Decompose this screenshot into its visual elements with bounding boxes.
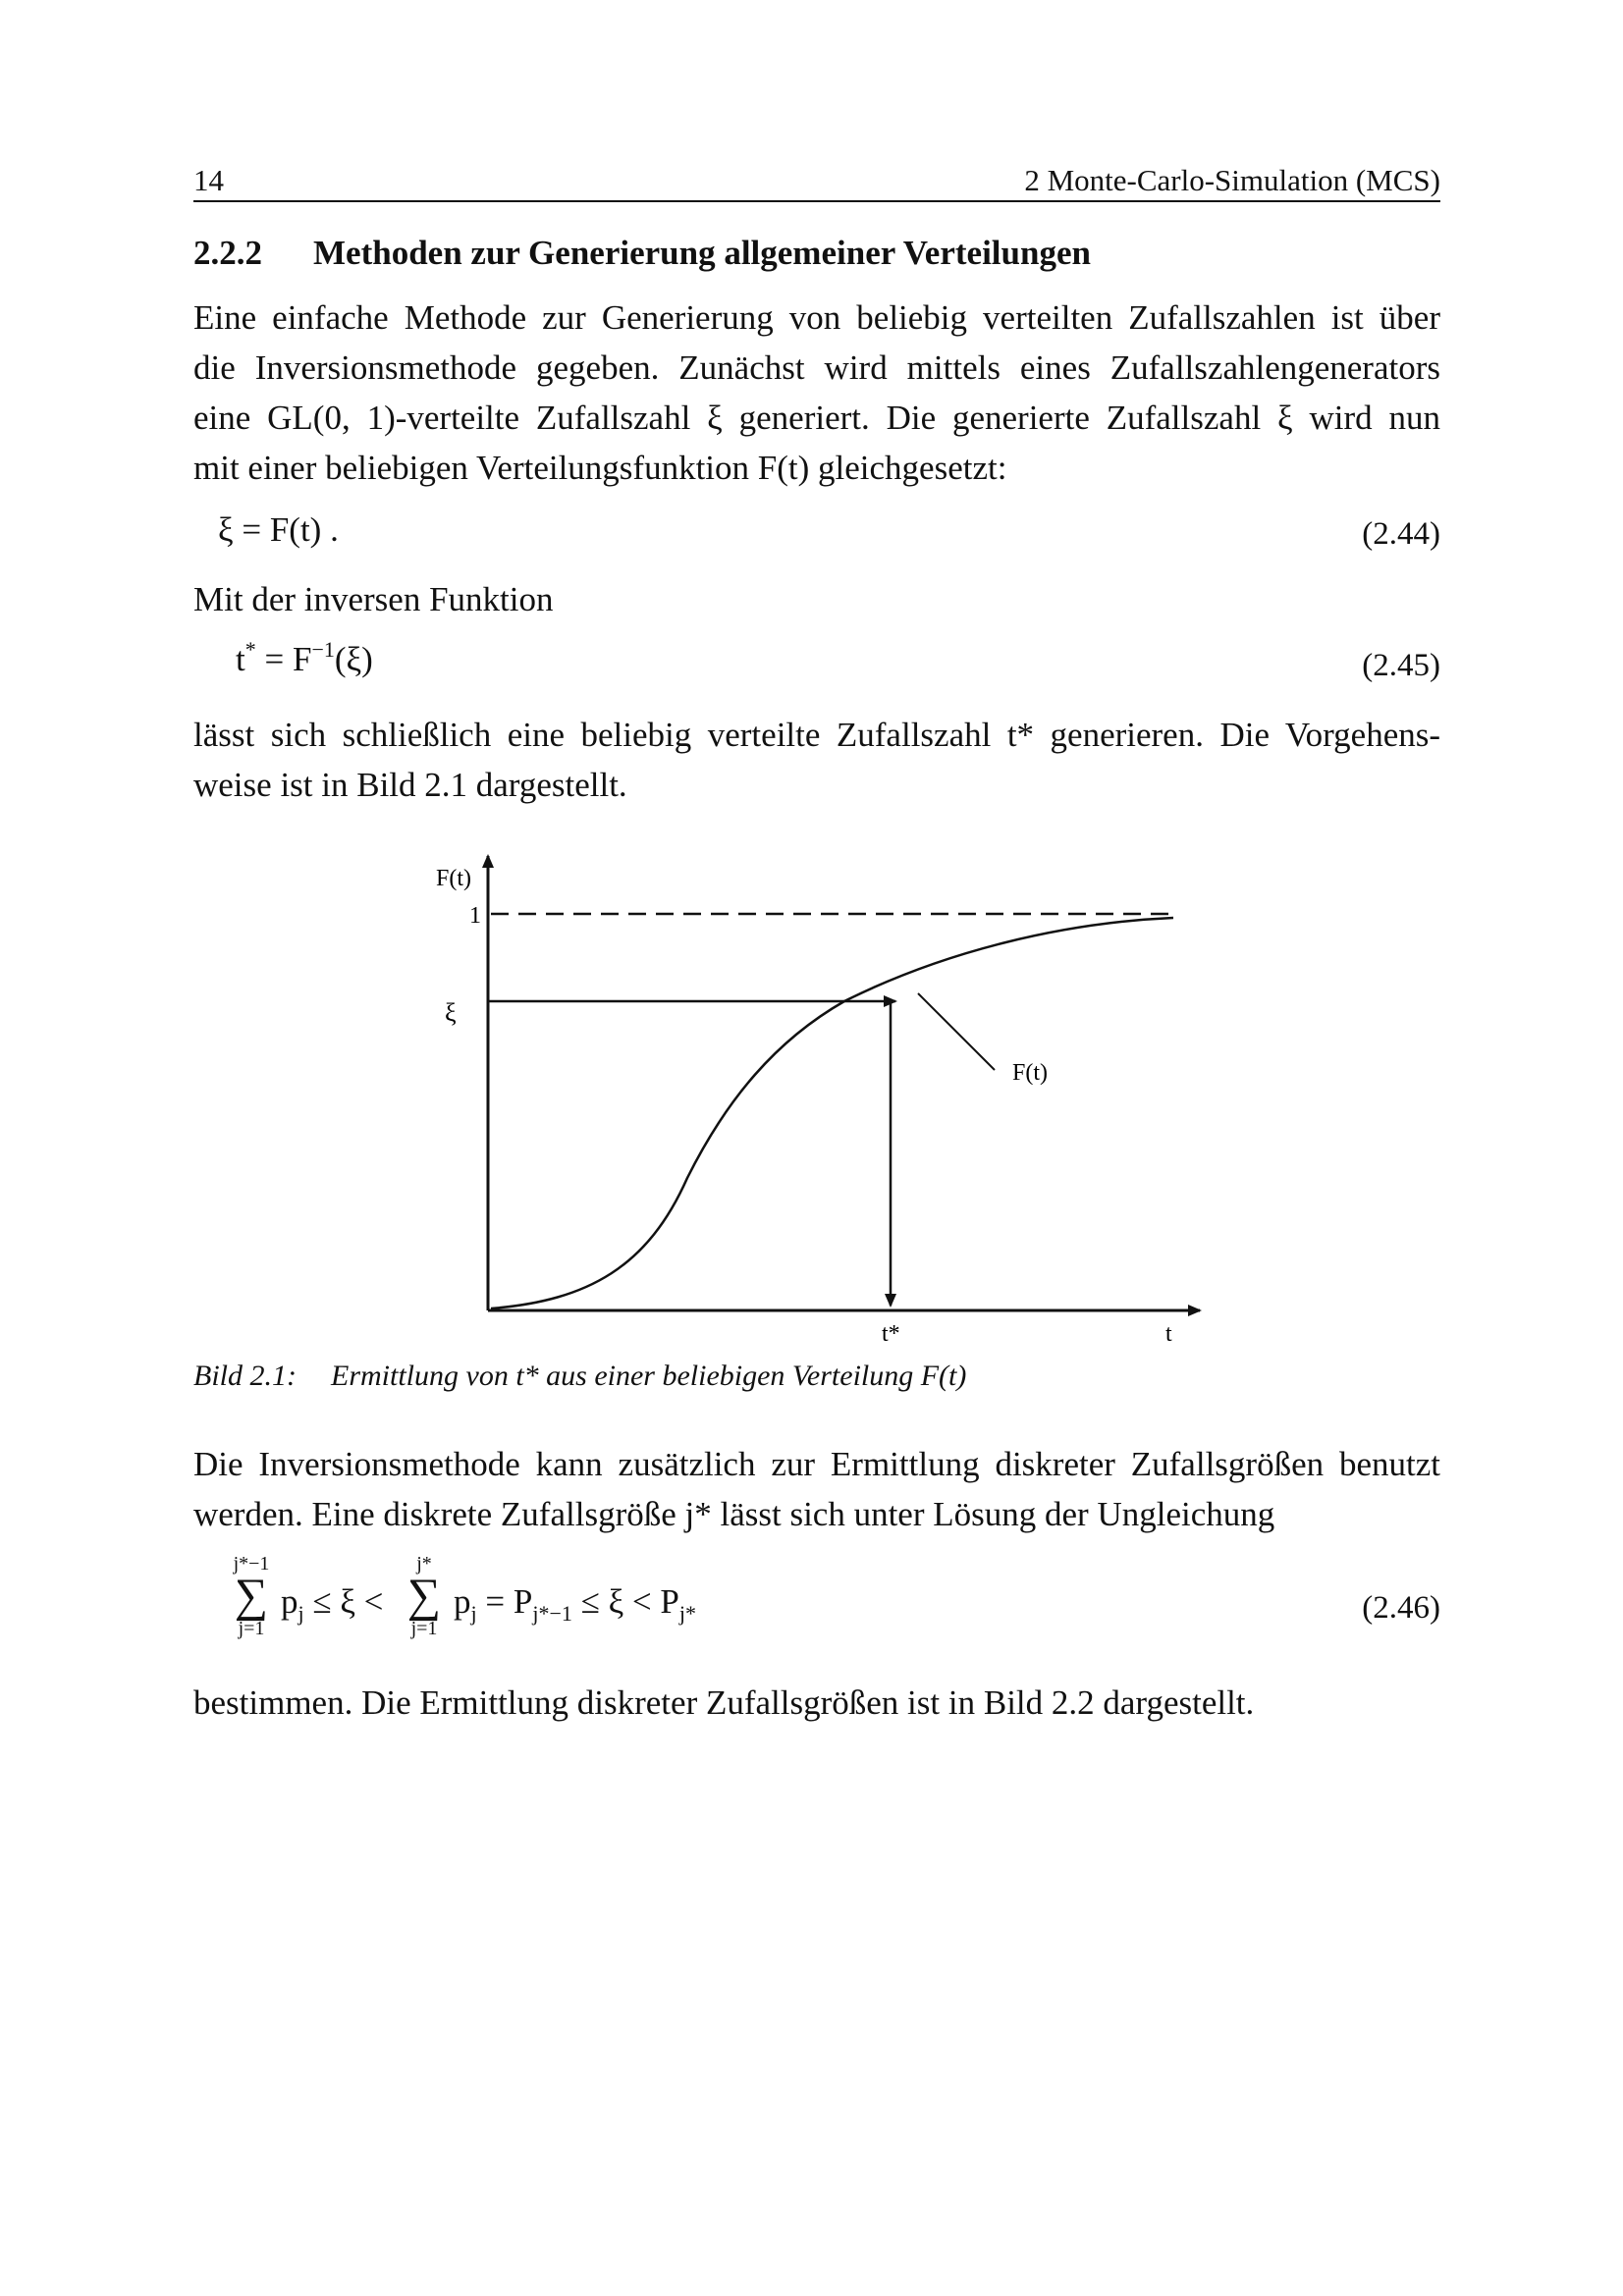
curve-label-leader (918, 993, 995, 1070)
text-line: Mit der inversen Funktion (193, 580, 554, 618)
sum-1-upper: j*−1 (233, 1553, 270, 1575)
text-line: mit einer beliebigen Verteilungsfunktion F(t) gleichgesetzt: (193, 449, 1007, 487)
y-axis-label: F(t) (436, 866, 471, 891)
caption-label: Bild 2.1: (193, 1360, 297, 1392)
text-line: Eine einfache Methode zur Generierung von beliebig verteilten Zufallszahlen ist über (193, 298, 1440, 337)
eq-exponent: −1 (311, 637, 335, 662)
eq-equals-F: = F (255, 640, 312, 678)
equation-number-2-46: (2.46) (1362, 1590, 1440, 1626)
eq-lhs: t (236, 640, 245, 678)
x-axis-label: t (1165, 1321, 1172, 1347)
sum-2-upper: j* (416, 1553, 432, 1575)
paragraph-discrete (193, 1439, 1440, 1539)
text-line: eine GL(0, 1)-verteilte Zufallszahl ξ generiert. Die generierte Zufallszahl ξ wird nun (193, 399, 1440, 437)
equation-number-2-44: (2.44) (1362, 516, 1440, 552)
eq-argument: (ξ) (334, 640, 373, 678)
sum-2 (397, 1553, 452, 1639)
text-line: die Inversionsmethode gegeben. Zunächst wird mittels eines Zufallszahlengenerators (193, 348, 1440, 387)
eq-ineq: ≤ ξ < (303, 1582, 384, 1621)
eq-sub: j (298, 1601, 304, 1626)
equation-2-44: ξ = F(t) . (218, 510, 339, 549)
sum-1 (224, 1553, 279, 1639)
text-line: lässt sich schließlich eine beliebig verteilte Zufallszahl t* generieren. Die Vorgehens- (193, 716, 1440, 754)
sigma-2: ∑ (406, 1570, 442, 1622)
sum-2-lower: j=1 (410, 1618, 438, 1639)
caption-text: Ermittlung von t* aus einer beliebigen Verteilung F(t) (331, 1360, 967, 1392)
equation-2-46 (224, 1553, 1206, 1651)
distribution-curve (491, 918, 1173, 1308)
section-title: Methoden zur Generierung allgemeiner Verteilungen (313, 234, 1091, 272)
page-number: 14 (193, 163, 224, 197)
sigma-1: ∑ (234, 1570, 269, 1622)
eq-sub: j*−1 (532, 1601, 572, 1626)
sum-1-lower: j=1 (238, 1618, 265, 1639)
curve-label: F(t) (1012, 1060, 1048, 1086)
figure-caption (193, 1360, 966, 1393)
eq-P: = P (476, 1582, 533, 1621)
eq-star: * (244, 637, 256, 662)
y-tick-one: 1 (469, 903, 481, 929)
eq-p: p (281, 1582, 298, 1621)
paragraph-closing (193, 1678, 1440, 1728)
y-tick-xi: ξ (445, 998, 457, 1027)
eq-p: p (454, 1582, 471, 1621)
section-number: 2.2.2 (193, 234, 262, 272)
text-line: bestimmen. Die Ermittlung diskreter Zufallsgrößen ist in Bild 2.2 dargestellt. (193, 1683, 1255, 1722)
text-line: Die Inversionsmethode kann zusätzlich zur Ermittlung diskreter Zufallsgrößen benutzt (193, 1445, 1440, 1483)
running-header: 2 Monte-Carlo-Simulation (MCS) (1024, 163, 1440, 197)
equation-number-2-45: (2.45) (1362, 648, 1440, 683)
eq-part-b (454, 1582, 697, 1626)
text-line: weise ist in Bild 2.1 dargestellt. (193, 766, 627, 804)
eq-sub: j* (678, 1601, 697, 1626)
eq-sub: j (470, 1601, 477, 1626)
eq-part-a (281, 1582, 384, 1626)
text-line: werden. Eine diskrete Zufallsgröße j* lässt sich unter Lösung der Ungleichung (193, 1495, 1275, 1533)
eq-ineq: ≤ ξ < P (571, 1582, 679, 1621)
x-tick-tstar: t* (882, 1321, 900, 1347)
